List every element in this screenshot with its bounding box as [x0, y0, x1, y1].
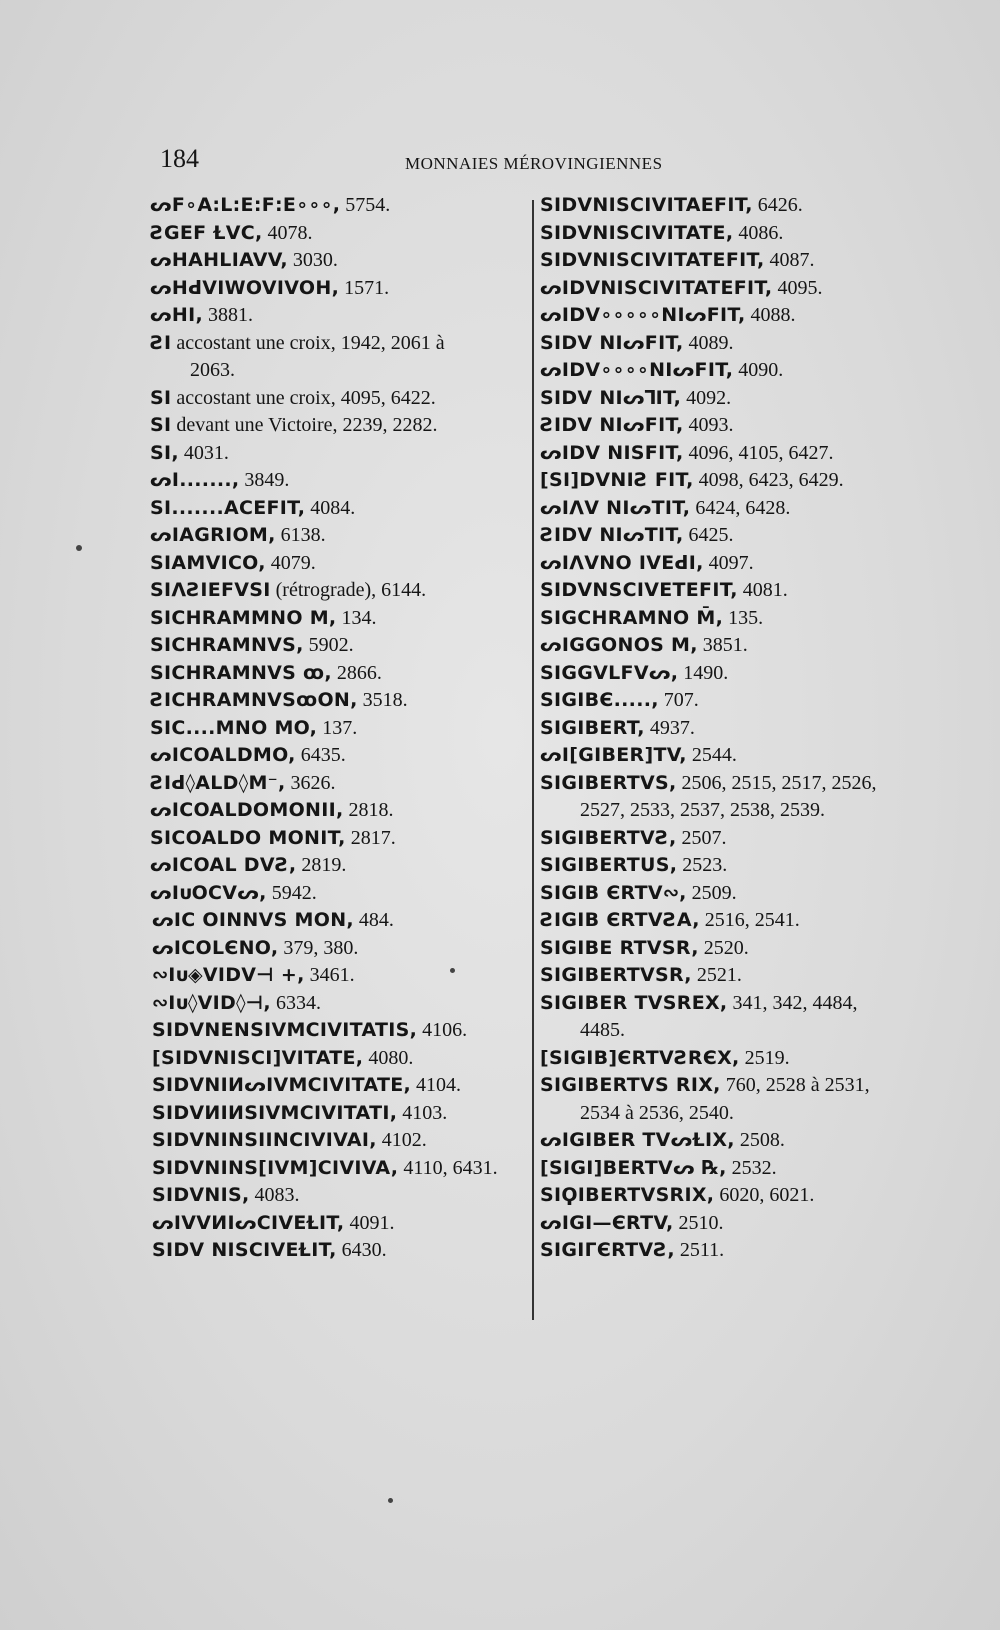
entry-legend: [SIGI]BERTVᔕ ℞,	[540, 1156, 727, 1179]
entry-references: 3881.	[202, 304, 253, 326]
entry-references: 2544.	[686, 744, 737, 766]
index-entry	[540, 1210, 920, 1238]
index-entry	[150, 330, 530, 385]
entry-legend: SIDVNISCIVITAEFIT,	[540, 194, 753, 216]
index-entry	[150, 1017, 530, 1045]
entry-legend: SIDV NIᔕFIT,	[540, 331, 684, 354]
entry-legend: ᔕIDV∘∘∘∘NIᔕFIT,	[540, 359, 734, 381]
entry-legend: ƧI	[150, 331, 172, 354]
entry-references: 341, 342, 4484,	[727, 991, 858, 1014]
entry-legend: ᔕIDVNISCIVITATEFIT,	[540, 276, 773, 299]
entry-references: 134.	[336, 606, 377, 629]
entry-legend: ᔕI[GIBER]TV,	[540, 744, 687, 766]
entry-legend: [SIDVNISCI]VITATE,	[152, 1046, 364, 1069]
entry-legend: ᔕHAHLIAVV,	[150, 249, 288, 271]
entry-legend: ƧIGIB ЄRTVƧA,	[540, 909, 700, 931]
ink-spot	[76, 545, 82, 551]
entry-legend: SIDVИIИSIVMCIVITATI,	[152, 1101, 398, 1124]
index-entry	[150, 990, 530, 1018]
entry-references: 135.	[723, 606, 764, 629]
entry-references: 4102.	[376, 1129, 427, 1151]
index-entry	[150, 770, 530, 798]
index-entry	[540, 1155, 920, 1183]
index-entry	[150, 880, 530, 908]
entry-legend: ᔕIGGONOS M,	[540, 634, 698, 656]
entry-legend: ᔕICOALDOMONII,	[150, 799, 344, 821]
entry-legend: ᔕHI,	[150, 304, 203, 326]
index-entry	[540, 605, 920, 633]
entry-references: 3030.	[287, 249, 338, 271]
entry-references: 4089.	[683, 331, 734, 354]
entry-references: 2532.	[726, 1156, 777, 1179]
entry-legend: SIGIᒥЄRTVƧ,	[540, 1239, 675, 1261]
entry-references: 4103.	[397, 1101, 448, 1124]
entry-references: 6138.	[275, 524, 326, 546]
entry-references: 3461.	[304, 964, 355, 986]
entry-references: 4088.	[745, 304, 796, 326]
entry-legend: SIϘIBERTVSRIX,	[540, 1184, 715, 1206]
entry-legend: SIGIBERTUS,	[540, 854, 678, 876]
index-entry	[150, 467, 530, 495]
entry-legend: ᔕICOAL DVƧ,	[150, 854, 297, 876]
entry-references: 4031.	[178, 441, 229, 464]
index-entry	[540, 330, 920, 358]
entry-references: 6424, 6428.	[690, 496, 791, 519]
index-entry	[540, 192, 920, 220]
entry-legend: SICHRAMMNO M,	[150, 606, 337, 629]
index-entry	[150, 495, 530, 523]
index-entry	[540, 907, 920, 935]
running-title: MONNAIES MÉROVINGIENNES	[405, 154, 663, 173]
entry-legend: SIGIBERTVS,	[540, 771, 677, 794]
entry-references: 4104.	[411, 1074, 462, 1096]
entry-legend: SIDVNISCIVITATE,	[540, 221, 734, 244]
entry-legend: SICHRAMNVS ꝏ,	[150, 661, 332, 684]
entry-legend: SIDVNISCIVITATEFIT,	[540, 249, 765, 271]
entry-legend: SIGIBERTVSR,	[540, 964, 692, 986]
entry-legend: SIDVNIS,	[152, 1184, 250, 1206]
index-entry	[150, 1072, 530, 1100]
entry-legend: ƧIDV NIᔕTIT,	[540, 524, 684, 546]
index-entry	[150, 577, 530, 605]
entry-legend: ƧIꓒ◊ALD◊M⁻,	[150, 771, 286, 794]
entry-references: accostant une croix, 4095, 6422.	[171, 386, 436, 409]
entry-legend: SIDVNINS[IVM]CIVIVA,	[152, 1156, 399, 1179]
entry-legend: ƧGEF ⱢVC,	[150, 221, 263, 244]
entry-legend: SIDVNSCIVETEFIT,	[540, 579, 738, 601]
entry-legend: SIGGVLFVᔕ,	[540, 661, 679, 684]
entry-references: 4093.	[683, 414, 734, 436]
index-entry	[150, 962, 530, 990]
entry-references: 2508.	[734, 1129, 785, 1151]
entry-references: 2507.	[676, 826, 727, 849]
index-entry	[150, 825, 530, 853]
entry-references: 2509.	[686, 881, 737, 904]
entry-legend: ᔕIC OINNVS MON,	[152, 909, 354, 931]
left-column	[150, 192, 530, 1265]
entry-legend: ᔕIGI—ЄRTV,	[540, 1211, 674, 1234]
entry-references: 6334.	[270, 991, 321, 1014]
entry-legend: SICOALDO MONIT,	[150, 826, 346, 849]
index-entry	[150, 687, 530, 715]
entry-references: 6426.	[752, 194, 803, 216]
entry-references: 4083.	[249, 1184, 300, 1206]
entry-legend: ᔕIᴜOCVᔕ,	[150, 881, 267, 904]
entry-references: 4078.	[262, 221, 313, 244]
right-column	[540, 192, 920, 1265]
index-entry	[150, 522, 530, 550]
index-entry	[150, 302, 530, 330]
index-entry	[540, 935, 920, 963]
entry-references: (rétrograde), 6144.	[270, 579, 427, 601]
entry-legend: ᔕIDV∘∘∘∘∘NIᔕFIT,	[540, 304, 746, 326]
entry-references: 2519.	[739, 1046, 790, 1069]
entry-legend: ∾Iᴜ◊VID◊⊣,	[152, 991, 271, 1014]
index-entry	[150, 907, 530, 935]
entry-continuation: 2534 à 2536, 2540.	[580, 1101, 734, 1124]
entry-legend: SIGIBE RTVSR,	[540, 936, 699, 959]
index-entry	[150, 1210, 530, 1238]
entry-references: 4106.	[417, 1019, 468, 1041]
index-entry	[150, 1182, 530, 1210]
entry-references: 1490.	[678, 661, 729, 684]
entry-references: 484.	[353, 909, 394, 931]
entry-references: 2818.	[343, 799, 394, 821]
entry-references: 6020, 6021.	[714, 1184, 815, 1206]
index-entry	[540, 1182, 920, 1210]
entry-references: 4091.	[344, 1211, 395, 1234]
index-entry	[540, 1127, 920, 1155]
index-entry	[540, 825, 920, 853]
entry-legend: ᔕIVVИIᔕCIVEⱢIT,	[152, 1211, 345, 1234]
index-entry	[540, 880, 920, 908]
entry-legend: SIGIB ЄRTV∾,	[540, 881, 687, 904]
entry-legend: ᔕI.......,	[150, 469, 240, 491]
entry-legend: SI.......ACEFIT,	[150, 496, 306, 519]
index-entry	[150, 1155, 530, 1183]
entry-continuation: 2063.	[190, 359, 235, 381]
index-entry	[150, 550, 530, 578]
index-entry	[540, 495, 920, 523]
index-entry	[540, 412, 920, 440]
entry-references: 2516, 2541.	[699, 909, 800, 931]
index-entry	[540, 385, 920, 413]
entry-references: 5902.	[303, 634, 354, 656]
entry-references: 5754.	[340, 194, 391, 216]
index-entry	[150, 660, 530, 688]
entry-references: 3626.	[285, 771, 336, 794]
index-entry	[540, 1237, 920, 1265]
index-entry	[540, 715, 920, 743]
entry-references: 760, 2528 à 2531,	[720, 1074, 870, 1096]
entry-references: 5942.	[266, 881, 317, 904]
entry-legend: ᔕIAGRIOM,	[150, 524, 276, 546]
index-entry	[540, 687, 920, 715]
entry-legend: ᔕIΛV NIᔕTIT,	[540, 496, 691, 519]
entry-legend: ᔕIΛVNO IVEꓒI,	[540, 551, 704, 574]
entry-legend: [SIGIB]ЄRTVƧRЄX,	[540, 1046, 740, 1069]
entry-references: 4092.	[681, 386, 732, 409]
entry-continuation: 2527, 2533, 2537, 2538, 2539.	[580, 799, 825, 821]
entry-references: 4080.	[363, 1046, 414, 1069]
entry-legend: ᔕHꓒVIWOVIVOH,	[150, 276, 340, 299]
index-entry	[540, 990, 920, 1045]
entry-references: 4096, 4105, 6427.	[683, 441, 834, 464]
index-entry	[540, 220, 920, 248]
index-entry	[150, 247, 530, 275]
index-entry	[150, 412, 530, 440]
entry-legend: ᔕICOLЄNO,	[152, 936, 279, 959]
entry-legend: SIDVNENSIVMCIVITATIS,	[152, 1019, 418, 1041]
entry-references: 2520.	[698, 936, 749, 959]
entry-legend: ƧIDV NIᔕFIT,	[540, 414, 684, 436]
entry-legend: ƧICHRAMNVSꝏON,	[150, 689, 358, 711]
entry-legend: SIC....MNO MO,	[150, 716, 318, 739]
entry-legend: SIΛƧIEFVSI	[150, 579, 271, 601]
index-entry	[540, 467, 920, 495]
index-entry	[540, 632, 920, 660]
index-entry	[150, 192, 530, 220]
entry-references: 3849.	[239, 469, 290, 491]
entry-references: 3518.	[357, 689, 408, 711]
entry-legend: SIDVNINSIINCIVIVAI,	[152, 1129, 377, 1151]
index-entry	[540, 1045, 920, 1073]
index-entry	[540, 660, 920, 688]
entry-references: 4079.	[265, 551, 316, 574]
index-entry	[150, 632, 530, 660]
entry-references: accostant une croix, 1942, 2061 à	[171, 331, 445, 354]
index-entry	[150, 1100, 530, 1128]
index-entry	[150, 385, 530, 413]
index-entry	[540, 742, 920, 770]
page-number: 184	[160, 144, 199, 173]
entry-legend: SI	[150, 414, 172, 436]
index-entry	[540, 247, 920, 275]
entry-legend: SIDVNIИᔕIVMCIVITATE,	[152, 1074, 412, 1096]
entry-references: 4098, 6423, 6429.	[693, 469, 844, 491]
index-entry	[150, 1127, 530, 1155]
index-entry	[150, 797, 530, 825]
index-entry	[540, 962, 920, 990]
entry-references: 4090.	[733, 359, 784, 381]
entry-references: 4095.	[772, 276, 823, 299]
index-entry	[540, 440, 920, 468]
entry-references: 3851.	[697, 634, 748, 656]
page-header	[160, 140, 940, 180]
entry-legend: ∾Iᴜ◈VIDV⊣ +,	[152, 964, 305, 986]
ink-spot	[450, 968, 455, 973]
entry-references: 707.	[658, 689, 699, 711]
entry-legend: ᔕIGIBER TVᔕⱢIX,	[540, 1129, 735, 1151]
index-entry	[540, 577, 920, 605]
index-entry	[150, 1045, 530, 1073]
entry-references: 2510.	[673, 1211, 724, 1234]
index-entry	[540, 550, 920, 578]
index-entry	[150, 220, 530, 248]
entry-references: 4084.	[305, 496, 356, 519]
entry-references: 4110, 6431.	[398, 1156, 498, 1179]
index-entry	[540, 770, 920, 825]
ink-spot	[388, 1498, 393, 1503]
entry-legend: SIGIBERTVƧ,	[540, 826, 677, 849]
index-entry	[150, 1237, 530, 1265]
index-entry	[540, 852, 920, 880]
entry-references: 1571.	[339, 276, 390, 299]
entry-legend: ᔕF∘A꞉L꞉E꞉F꞉E∘∘∘,	[150, 194, 341, 216]
index-entry	[150, 852, 530, 880]
entry-references: 2521.	[691, 964, 742, 986]
entry-legend: SI	[150, 386, 172, 409]
entry-references: 6425.	[683, 524, 734, 546]
index-entry	[150, 742, 530, 770]
index-entry	[150, 935, 530, 963]
entry-legend: SIGIBERT,	[540, 716, 645, 739]
entry-references: 4081.	[737, 579, 788, 601]
entry-legend: SIDV NISCIVEⱢIT,	[152, 1239, 337, 1261]
index-entry	[540, 302, 920, 330]
index-entry	[540, 1072, 920, 1127]
entry-legend: SIAMVICO,	[150, 551, 266, 574]
entry-references: 4086.	[733, 221, 784, 244]
entry-references: 4087.	[764, 249, 815, 271]
entry-references: 4097.	[703, 551, 754, 574]
entry-references: 2506, 2515, 2517, 2526,	[676, 771, 877, 794]
entry-legend: SIGIBERTVS RIX,	[540, 1074, 721, 1096]
entry-references: 2819.	[296, 854, 347, 876]
entry-references: 137.	[317, 716, 358, 739]
index-entry	[150, 275, 530, 303]
entry-references: 2523.	[677, 854, 728, 876]
index-entry	[540, 357, 920, 385]
entry-references: 2817.	[345, 826, 396, 849]
entry-references: 2866.	[331, 661, 382, 684]
entry-references: 2511.	[674, 1239, 725, 1261]
entry-legend: SIGIBER TVSREX,	[540, 991, 728, 1014]
index-entry	[150, 440, 530, 468]
entry-legend: ᔕICOALDMO,	[150, 744, 296, 766]
entry-references: 6435.	[295, 744, 346, 766]
entry-legend: SIGIBЄ.....,	[540, 689, 659, 711]
entry-references: 4937.	[644, 716, 695, 739]
entry-legend: [SI]DVNIƧ FIT,	[540, 469, 694, 491]
entry-references: devant une Victoire, 2239, 2282.	[171, 414, 438, 436]
entry-legend: SIGCHRAMNO M̄,	[540, 606, 724, 629]
index-entry	[540, 522, 920, 550]
index-entry	[150, 605, 530, 633]
entry-references: 6430.	[336, 1239, 387, 1261]
index-entry	[150, 715, 530, 743]
entry-legend: SI,	[150, 441, 179, 464]
entry-legend: SICHRAMNVS,	[150, 634, 304, 656]
entry-legend: ᔕIDV NISFIT,	[540, 441, 684, 464]
entry-continuation: 4485.	[580, 1019, 625, 1041]
entry-references: 379, 380.	[278, 936, 359, 959]
index-entry	[540, 275, 920, 303]
entry-legend: SIDV NIᔕꓶIT,	[540, 386, 682, 409]
column-divider	[532, 200, 534, 1320]
